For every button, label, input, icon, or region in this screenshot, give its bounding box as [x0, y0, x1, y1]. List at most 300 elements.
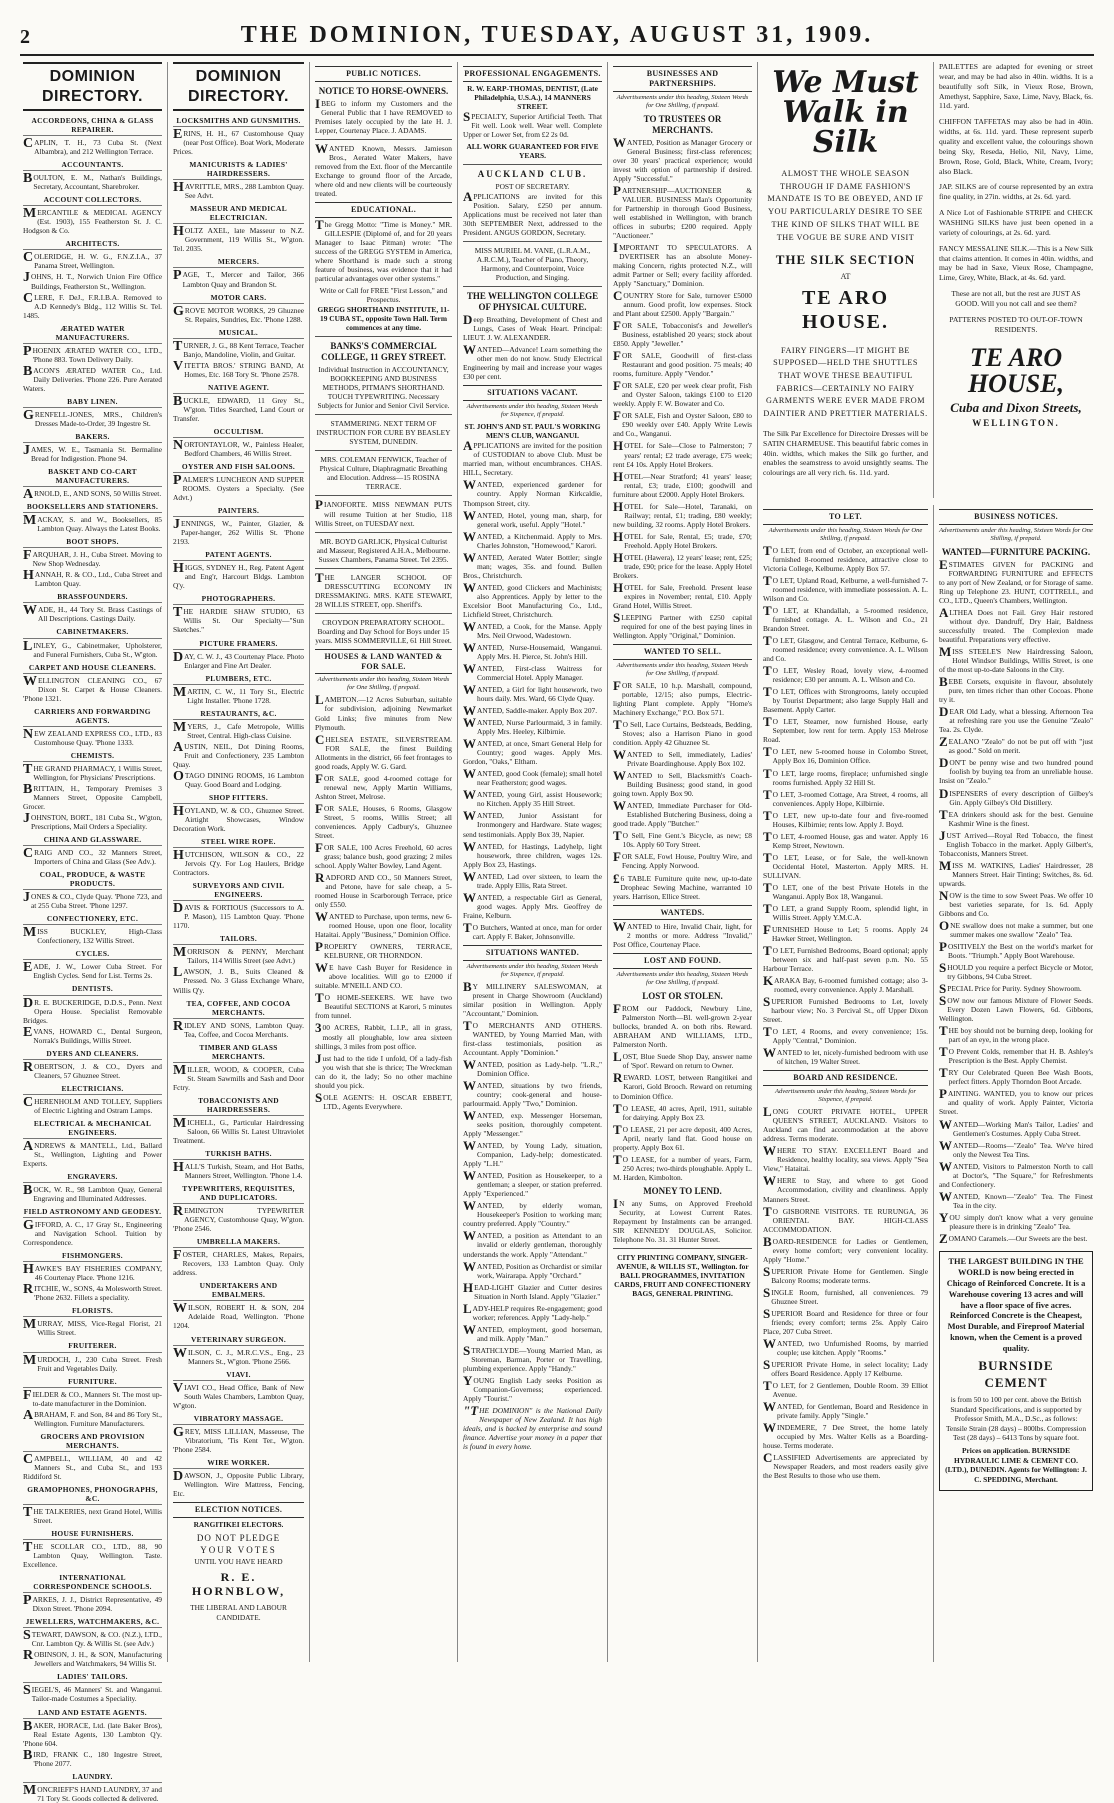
silk-body: CHIFFON TAFFETAS may also be had in 40in. widths, at 6s. 11d. yard. These represent superb quality and excellent value, the colourings shown being Sky, Reseda, Helio, Nil, Navy, Lime, Brown, Rose, Gold, Black, White, Cream, Ivory; also Black. [939, 117, 1093, 176]
classified-ad: WANTED, for Gentleman, Board and Residence in private family. Apply "Single." [763, 1399, 928, 1421]
directory-entry: ANDREWS & MANTELL, Ltd., Ballard St., Wellington, Lighting and Power Experts. [23, 1138, 162, 1168]
directory-category: FRUITERER. [23, 1339, 162, 1352]
classified-ad: WANTED, good Cook (female); small hotel near Featherston; good wages. [463, 766, 602, 788]
directory-category: FURNITURE. [23, 1375, 162, 1388]
banks-body: Individual Instruction in ACCOUNTANCY, BOOKKEEPING AND BUSINESS METHODS, PITMAN'S SHORTHAND. TOUCH TYPEWRITING. Necessary Subjects for Junior and Senior Civil Service. [317, 365, 450, 411]
classified-ad: BEBE Corsets, exquisite in flavour, absolutely pure, ten times richer than other Cocoas. Phone try it. [939, 674, 1093, 705]
directory-entry: MERCANTILE & MEDICAL AGENCY (Est. 1903), 155 Featherston St. J. C. Hodgson & Co. [23, 206, 162, 236]
directory-entry: JONES & CO., Clyde Quay. 'Phone 723, and at 255 Cuba Street. 'Phone 1297. [23, 890, 162, 911]
directory-entry: HOYLAND, W. & CO., Ghuznee Street. Airtight Showcases, Window Decoration Work. [173, 803, 304, 834]
wanted-sell-heading: WANTED TO SELL. [613, 644, 752, 660]
directory-entry: MACKAY, S. and W., Booksellers, 85 Lambton Quay. Always the Latest Books. [23, 513, 162, 534]
classified-ad: FOR SALE, good 4-roomed cottage for renewal new, Apply Martin Williams, Ashton Street, Melrose. [315, 770, 452, 801]
classified-ad: TO Sell, Fine Gent.'s Bicycle, as new; £8 10s. Apply 60 Tory Street. [613, 828, 752, 850]
directory-entry: LAWSON, J. B., Suits Cleaned & Pressed. No. 3 Glass Exchange Whare, Willis Q'y. [173, 965, 304, 995]
classified-ad: LAMBTON.—12 Acres Suburban, suitable for subdivision, adjoining Newmarket Gold Links; five minutes from New Plymouth. [315, 692, 452, 732]
classified-ad: SUPERIOR Private Home for Gentlemen. Single Balcony Rooms; moderate terms. [763, 1263, 928, 1285]
directory-category: LADIES' TAILORS. [23, 1670, 162, 1683]
directory-entry: CAMPBELL, WILLIAM, 40 and 42 Manners St., and Cuba St., and 193 Riddiford St. [23, 1451, 162, 1481]
directory-entry: HANNAH, R. & CO., Ltd., Cuba Street and Lambton Quay. [23, 568, 162, 589]
lost-sub: Advertisements under this heading, Sixteen Words for One Shilling, if prepaid. [616, 971, 749, 987]
vane-ad: MISS MURIEL M. VANE, (L.R.A.M., A.R.C.M.), Teacher of Piano, Theory, Harmony, and Counterpoint, Voice Production, and Singing. [474, 246, 591, 283]
classified-ad: TO LET, Upland Road, Kelburne, a well-furnished 7-roomed residence, with immediate possession. A. L. Wilson and Co. [763, 572, 928, 603]
directory-category: MUSICAL. [173, 326, 304, 339]
classified-ad: LONG COURT PRIVATE HOTEL, UPPER QUEEN'S STREET, AUCKLAND. Visitors to Auckland can find accommodation at the above address. Terms moderate. [763, 1104, 928, 1144]
directory-category: TAILORS. [173, 932, 304, 945]
classified-ad: WANTED, a respectable Girl as General, good wages. Apply Mrs. Geoffrey de Fraine, Kelburn. [463, 889, 602, 920]
classified-ad: WANTED, Nurse-Housemaid, Wanganui. Apply Mrs. H. Pierce, St. John's Hill. [463, 639, 602, 661]
horse-notice-title: NOTICE TO HORSE-OWNERS. [318, 85, 449, 96]
lease-list [613, 1100, 752, 1182]
classified-ad: HOTEL for Sale—Hotel, Taranaki, on Railway; rental, £1; trading, £80 weekly; new building, 32 rooms. Apply Hotel Brokers. [613, 498, 752, 529]
classified-ad: TO LET, new 5-roomed house in Colombo Street, Apply Box 16, Dominion Office. [763, 744, 928, 766]
directory-entry: LINLEY, G., Cabinetmaker, Upholsterer, and Funeral Furnishers, Cuba St., W'gton. [23, 638, 162, 659]
sell-list [613, 677, 752, 901]
classified-ad: WANTED, a Girl for light housework, two hours daily. Mrs. Ward, 66 Clyde Quay. [463, 682, 602, 704]
classified-ad: SHOULD you require a perfect Bicycle or Motor, try Gibbons, 94 Cuba Street. [939, 960, 1093, 982]
classified-ad: WANTED, Junior Assistant for Ironmongery and Hardware. State wages; send testimonials. Apply Box 39, Napier. [463, 808, 602, 839]
classified-ad: WHERE to Stay, and where to get Good Accommodation, civility and cleanliness. Apply Manners Street. [763, 1173, 928, 1204]
directory-category: MERCERS. [173, 255, 304, 268]
classified-ad: TO LET, 4-roomed House, gas and water. Apply 16 Kemp Street, Newtown. [763, 828, 928, 850]
directory-category: CHEMISTS. [23, 749, 162, 762]
silk-ad-column-2 [934, 62, 1098, 498]
directory-entry: MURDOCH, J., 230 Cuba Street. Fresh Fruit and Vegetables Daily. [23, 1352, 162, 1373]
situations-sub: Advertisements under this heading, Sixteen Words for Sixpence, if prepaid. [466, 403, 599, 419]
classified-ad: IMPORTANT TO SPECULATORS. A DVERTISER has an absolute Money-making Concern, rights protected N.Z., will admit Partner or Sell; every facility afforded. Apply "Sanctuary," Dominion. [613, 239, 752, 288]
election-line: CANDIDATE. [216, 1613, 261, 1622]
professional-heading: PROFESSIONAL ENGAGEMENTS. [463, 66, 602, 82]
classified-ad: TO LET, new up-to-date four and five-roomed Houses, Kilbirnie; rents low. Apply J. Boyd. [763, 807, 928, 829]
silk-store: TE ARO HOUSE. [801, 286, 890, 334]
classified-ad: WANTED, Position as Orchardist or similar work, Wairarapa. Apply "Orchard." [463, 1258, 602, 1280]
wanted-advance: WANTED—Advance! Learn something the other men do not know. Study Electrical Engineering by mail and increase your wages £30 per cent. [463, 342, 602, 382]
classified-ad: FOR SALE, Fish and Oyster Saloon, £80 to £90 weekly over £40. Apply Write Lewis and Co., Wanganui. [613, 408, 752, 439]
board-list [763, 1104, 928, 1481]
directory-category: BOOKSELLERS AND STATIONERS. [23, 500, 162, 513]
directory-category: INTERNATIONAL CORRESPONDENCE SCHOOLS. [23, 1571, 162, 1593]
election-line: UNTIL YOU HAVE HEARD [194, 1556, 283, 1566]
directory-entry: DR. E. BUCKERIDGE, D.D.S., Penn. Next Opera House. Specialist Removable Bridges. [23, 995, 162, 1025]
classified-ad: SLEEPING Partner with £250 capital required for one of the best paying lines in Wellington. Apply "Original," Dominion. [613, 610, 752, 641]
directory-entry: THE HARDIE SHAW STUDIO, 63 Willis St. Our Specialty—"Sun Sketches." [173, 605, 304, 635]
college-body: Deep Breathing, Development of Chest and Lungs, Cases of Weak Heart. Principal: LIEUT. J. W. ALEXANDER. [463, 312, 602, 343]
classified-ad: WANTED, Hotel, young man, sharp, for general work, useful. Apply "Hotel." [463, 507, 602, 529]
classified-ad: PAINTING. WANTED, you to know our prices and quality of work. Apply Painter, Victoria Street. [939, 1086, 1093, 1117]
directory-category: GRAMOPHONES, PHONOGRAPHS, &C. [23, 1483, 162, 1505]
board-sub: Advertisements under this heading, Sixteen Words for Sixpence, if prepaid. [774, 1088, 917, 1104]
classified-ad: TO LET, Lease, or for Sale, the well-known Occidental Hotel, Masterton. Apply MRS. H. SULLIVAN. [763, 849, 928, 880]
directory-category: MOTOR CARS. [173, 291, 304, 304]
masthead [20, 22, 1094, 56]
directory-entry: BOCK, W. R., 98 Lambton Quay, General Engraving and Illuminated Addresses. [23, 1183, 162, 1204]
dressmaking-ad: THE LANGER SCHOOL OF DRESSCUTTING ECONOMY IN DRESSMAKING. MRS. KATE STEWART, 28 WILLIS STREET, opp. Sheriff's. [315, 569, 452, 609]
classified-ad: ONE swallow does not make a summer, but one summer makes one swallow "Zealo" Tea. [939, 917, 1093, 939]
money-heading: MONEY TO LEND. [643, 1185, 722, 1196]
directory-entry: FOSTER, CHARLES, Makes, Repairs, Recovers, 133 Lambton Quay. Only address. [173, 1248, 304, 1278]
directory-category: HOUSE FURNISHERS. [23, 1527, 162, 1540]
directory-entry: THE SCOLLAR CO., LTD., 88, 90 Lambton Quay, Wellington. Taste. Excellence. [23, 1540, 162, 1570]
classified-ad: CLASSIFIED Advertisements are appreciated by Newspaper Readers, and most readers easily give the Best Results to those who use them. [763, 1450, 928, 1481]
directory-entry: CHERENHOLM AND TOLLEY, Suppliers of Electric Lighting and Ostram Lamps. [23, 1094, 162, 1115]
business-sub: Advertisements under this heading, Sixteen Words for One Shilling, if prepaid. [616, 93, 749, 109]
classified-ad: WANTED, Position as Manager Grocery or General Business; first-class references; over 30 years' practical experience; would invest with option of partnership if desired. Apply "Successful." [613, 134, 752, 183]
directory-entry: PARKES, J. J., District Representative, 49 Dixon Street. 'Phone 2094. [23, 1593, 162, 1614]
directory-category: RESTAURANTS, &C. [173, 707, 304, 720]
directory-entry: THE TALKERIES, next Grand Hotel, Willis Street. [23, 1504, 162, 1525]
houses-sub: Advertisements under this heading, Sixteen Words for One Shilling, if prepaid. [317, 676, 450, 692]
directory-entry: PAGE, T., Mercer and Tailor, 366 Lambton Quay and Brandon St. [173, 268, 304, 289]
directory-entry: ABRAHAM, F. and Son, 84 and 86 Tory St., Wellington. Furniture Manufacturers. [23, 1407, 162, 1428]
directory-category: TYPEWRITERS, REQUISITES, AND DUPLICATORS. [173, 1182, 304, 1204]
classified-ad: SUPERIOR Private Home, in select locality; Lady offers Board Residence. Apply 17 Kelburne. [763, 1357, 928, 1379]
directory-entry: RIDLEY AND SONS, Lambton Quay. Tea, Coffee, and Cocoa Merchants. [173, 1018, 304, 1039]
money-ad: IN any Sums, on Approved Freehold Security, at Lowest Current Rates. Repayment by Instalments can be arranged. SIR KENNEDY DOUGLAS, Solicitor. Telephone No. 31. 31 Hunter Street. [613, 1195, 752, 1244]
classified-ad: WANTED, young Girl, assist Housework; no Kitchen. Apply 35 Hill Street. [463, 787, 602, 809]
directory-category: ELECTRICAL & MECHANICAL ENGINEERS. [23, 1117, 162, 1139]
directory-category: UMBRELLA MAKERS. [173, 1235, 304, 1248]
classified-ad: MISS M. WATKINS, Ladies' Hairdresser, 28 Manners Street. Hair Tinting; Switches, 8s. 6d. upwards. [939, 857, 1093, 888]
directory-category: TIMBER AND GLASS MERCHANTS. [173, 1041, 304, 1063]
classified-ad: TEA drinkers should ask for the best. Genuine Kashmir Wine is the finest. [939, 806, 1093, 828]
classified-ad: TO LET, 3-roomed Cottage, Ara Street, 4 rooms, all conveniences. Apply Hope, Kilbirnie. [763, 786, 928, 808]
directory-entry: CRAIG AND CO., 32 Manners Street, Importers of China and Glass (See Adv.). [23, 846, 162, 867]
directory-list [173, 114, 304, 1498]
classified-ad: WINDEMERE, 7 Dee Street, the home lately occupied by Mrs. Walter Kells as a Boarding-house. Terms moderate. [763, 1420, 928, 1451]
classified-ad: WANTED, position as Lady-help. "L.R.," Dominion Office. [463, 1056, 602, 1078]
silk-text-2: FAIRY FINGERS—IT MIGHT BE SUPPOSED—HELD THE SHUTTLES THAT WOVE THESE BEAUTIFUL FABRICS—CERTAINLY NO FAIRY GARMENTS WERE EVER MADE FROM DAINTIER AND PRETTIER MATERIALS. [763, 345, 928, 419]
college-title: THE WELLINGTON COLLEGE OF PHYSICAL CULTURE. [466, 291, 599, 313]
banks-college: BANKS'S COMMERCIAL COLLEGE, 11 GREY STREET. [321, 341, 446, 363]
st-johns-body: APPLICATIONS are invited for the position of CUSTODIAN to above Club. Must be married man, without encumbrances. CHAS. HILL, Secretary. [463, 438, 602, 478]
situations-wanted-heading: SITUATIONS WANTED. [463, 945, 602, 961]
classified-ad: WANTED, Lad over sixteen, to learn the trade. Apply Ellis, Rata Street. [463, 868, 602, 890]
directory-category: ACCORDEONS, CHINA & GLASS REPAIRER. [23, 114, 162, 136]
classified-ad: £6 TABLE Furniture quite new, up-to-date Dropheac Sewing Machine, warranted 10 years. Harrison, Ellice Street. [613, 870, 752, 901]
directory-entry: COLERIDGE, H. W. G., F.N.Z.I.A., 37 Panama Street, Wellington. [23, 250, 162, 271]
silk-section: THE SILK SECTION [775, 252, 916, 268]
directory-entry: SIEGEL'S, 46 Manners' St. and Wanganui. Tailor-made Costumes a Speciality. [23, 1683, 162, 1704]
candidate-name: R. E. HORNBLOW, [191, 1569, 286, 1599]
newspaper-title: THE DOMINION, TUESDAY, AUGUST 31, 1909. [240, 22, 874, 48]
directory-category: ACCOUNTANTS. [23, 158, 162, 171]
directory-entry: WILSON, ROBERT H. & SON, 204 Adelaide Road, Wellington. 'Phone 1204. [173, 1301, 304, 1331]
classified-ad: COUNTRY Store for Sale, turnover £5000 annum. Good profit, low expenses. Stock and Plant about £2500. Apply "Bargain." [613, 288, 752, 319]
situations-list [463, 477, 602, 941]
club-body: APPLICATIONS are invited for this Position. Salary, £250 per annum. Applications must be received not later than 30th SEPTEMBER Next, addressed to the President. ANGUS GORDON, Secretary. [463, 189, 602, 238]
directory-entry: OTAGO DINING ROOMS, 16 Lambton Quay. Good Board and Lodging. [173, 768, 304, 789]
cement-body: is from 50 to 100 per cent. above the British Standard Specifications, and is supported by Professor Smith, M.A., D.Sc., as follows: Tensile Strain (28 days) – 800lbs. Compression Test (28 days) – 6413 Tons by square foot. [945, 1394, 1087, 1443]
directory-category: LAND AND ESTATE AGENTS. [23, 1706, 162, 1719]
classified-ad: HOTEL (Hawera), 12 years' lease; rent, £25; trade, £90; price for the lease. Apply Hotel Brokers. [613, 549, 752, 580]
cement-heading: THE LARGEST BUILDING IN THE WORLD is now being erected in Chicago of Reinforced Concrete. It is a Warehouse covering 13 acres and will have a floor space of five acres. Reinforced Concrete is the Cheapest, Most Durable, and Fireproof Material known, when the Cement is a proved quality. [946, 1256, 1086, 1354]
directory-category: LOCKSMITHS AND GUNSMITHS. [173, 114, 304, 127]
directory-category: ENGRAVERS. [23, 1170, 162, 1183]
silk-body: PATTERNS POSTED TO OUT-OF-TOWN RESIDENTS. [949, 314, 1083, 334]
notice-text: IBEG to inform my Customers and the General Public that I have REMOVED to Premises lately occupied by the late H. J. Lepper, Courtenay Place. J. ADAMS. [315, 95, 452, 135]
classified-ad: WANTED, experienced gardener for country. Apply Norman Kirkcaldie, Thompson Street, city. [463, 477, 602, 508]
te-aro-house-big: TE ARO HOUSE, [967, 342, 1065, 398]
directory-entry: FIELDER & CO., Manners St. The most up-to-date manufacturer in the Dominion. [23, 1387, 162, 1408]
wanted-sell-sub: Advertisements under this heading, Sixteen Words for One Shilling, if prepaid. [616, 661, 749, 677]
election-line: THE LIBERAL AND LABOUR [190, 1602, 287, 1612]
classified-ad: TO Prevent Colds, remember that H. B. Ashley's Prescription is the Best. Apply Chemist. [939, 1044, 1093, 1066]
directory-category: JEWELLERS, WATCHMAKERS, &C. [23, 1615, 162, 1628]
classified-ad: TO HOME-SEEKERS. WE have two Beautiful SECTIONS at Karori, 5 minutes from tunnel. [315, 990, 452, 1021]
directory-category: ELECTRICIANS. [23, 1082, 162, 1095]
directory-entry: MYERS, J., Cafe Metropole, Willis Street, Central. High-class Cuisine. [173, 719, 304, 740]
directory-entry: BOULTON, E. M., Nathan's Buildings, Secretary, Accountant, Sharebroker. [23, 171, 162, 192]
dentist-guarantee: ALL WORK GUARANTEED FOR FIVE YEARS. [466, 141, 599, 160]
classified-ad: TO LEASE, 40 acres, April, 1911, suitable for dairying. Apply Box 23. [613, 1100, 752, 1122]
directory-entry: DAY, C. W. J., 43 Courtenay Place. Photo Enlarger and Fine Art Dealer. [173, 649, 304, 670]
classified-ad: PROPERTY OWNERS, TERRACE, KELBURNE, OR THORNDON. [315, 939, 452, 961]
directory-category: COAL, PRODUCE, & WASTE PRODUCTS. [23, 868, 162, 890]
directory-entry: WELLINGTON CLEANING CO., 67 Dixon St. Carpet & House Cleaners. 'Phone 1321. [23, 673, 162, 703]
te-aro-house-streets: Cuba and Dixon Streets, [950, 399, 1082, 415]
silk-body: A Nice Lot of Fashionable STRIPE and CHECK WASHING SILKS have just been opened in a variety of colourings, at 2s. 6d. yard. [939, 208, 1093, 237]
to-let-sub: Advertisements under this heading, Sixteen Words for One Shilling, if prepaid. [768, 526, 923, 542]
directory-category: CABINETMAKERS. [23, 625, 162, 638]
classified-ad: TO LET, 4 Rooms, and every convenience; 15s. Apply "Central," Dominion. [763, 1024, 928, 1046]
silk-body: PAILETTES are adapted for evening or street wear, and may be had also in 40in. widths. It is a beautifully soft Silk, in Vieux Rose, Brown, Amethyst, Sapphire, Saxe, Lime, Navy, Black, 6s. 11d. yard. [939, 62, 1093, 111]
dentist-body: SPECIALTY, Superior Artificial Teeth. That Fit well. Look well. Wear well. Complete Upper or Lower Set, from £2 2s 0d. [463, 108, 602, 139]
classified-ad: SOLE AGENTS: H. OSCAR EBBETT, LTD., Agents Everywhere. [315, 1089, 452, 1111]
garlick-ad: MR. BOYD GARLICK, Physical Culturist and Masseur, Registered A.H.A., Melbourne. Sussex Chambers, Panama Street. Tel 2395. [316, 536, 451, 564]
directory-entry: EVANS, HOWARD C., Dental Surgeon, Norrak's Buildings, Willis Street. [23, 1024, 162, 1045]
directory-heading: DOMINION DIRECTORY. [23, 62, 162, 111]
to-let-column [758, 505, 934, 1662]
directory-entry: NORTONTAYLOR, W., Painless Healer, Bedford Chambers, 46 Willis Street. [173, 437, 304, 458]
cement-foot: Prices on application. BURNSIDE HYDRAULIC LIME & CEMENT CO. (LTD.), DUNEDIN. Agents for Wellington: J. C. SPEDDING, Merchant. [945, 1446, 1087, 1484]
election-heading: ELECTION NOTICES. [173, 1502, 304, 1518]
directory-category: DENTISTS. [23, 982, 162, 995]
printing-ad: CITY PRINTING COMPANY, SINGER-AVENUE, & WILLIS ST., Wellington. for BALL PROGRAMMES, INVITATION CARDS, FRUIT AND CONFECTIONERY BAGS, GENERAL PRINTING. [614, 1252, 751, 1299]
classified-ad: POSITIVELY the Best on the world's market for Boots. "Triumph." Apply Boot Warehouse. [939, 938, 1093, 960]
directory-entry: HALL'S Turkish, Steam, and Hot Baths, Manners Street, Wellington. 'Phone 1.4. [173, 1160, 304, 1181]
directory-entry: RITCHIE, W., SONS, 4a Molesworth Street. 'Phone 2632. Fillets a speciality. [23, 1282, 162, 1303]
gregg-write: Write or Call for FREE "First Lesson," and Prospectus. [319, 286, 448, 305]
classified-ad: 300 ACRES, Rabbit, L.I.P., all in grass, mostly all ploughable, low area sixteen shillings, 3 miles from post office. [315, 1020, 452, 1051]
directory-entry: MONCRIEFF'S HAND LAUNDRY, 37 and 71 Tory St. Goods collected & delivered. [23, 1782, 162, 1803]
directory-entry: DAVIS & FORTIOUS (Successors to A. P. Mason), 115 Lambton Quay. 'Phone 1170. [173, 901, 304, 931]
directory-column-2 [168, 62, 310, 1662]
directory-category: BOOT SHOPS. [23, 535, 162, 548]
fenwick-ad: MRS. COLEMAN FENWICK, Teacher of Physical Culture, Diaphragmatic Breathing and Elocution. Address—15 ROSINA TERRACE. [319, 455, 448, 492]
silk-at: AT [840, 272, 851, 282]
directory-category: PLUMBERS, ETC. [173, 672, 304, 685]
directory-category: ÆRATED WATER MANUFACTURERS. [23, 322, 162, 344]
directory-entry: CLERE, F. DeJ., F.R.I.B.A. Removed to A.D Kennedy's Bldg., 112 Willis St. Tel. 1485. [23, 290, 162, 320]
classified-ad: DEAR Old Lady, what a blessing. Afternoon Tea at refreshing rare you use the Genuine "Zealo" Tea. 2s. Clyde. [939, 704, 1093, 735]
classified-ad: WANTED, Position as Housekeeper, to a gentleman; a sleeper, or station preferred. Apply "Experienced." [463, 1168, 602, 1199]
directory-entry: ERINS, H. H., 67 Customhouse Quay (near Post Office). Boat Work, Moderate Prices. [173, 127, 304, 157]
classified-ad: SOW now our famous Mixture of Flower Seeds. Every Dozen Lawn Flowers, 6d. Gibbons, Wellington. [939, 993, 1093, 1024]
directory-category: STEEL WIRE ROPE. [173, 835, 304, 848]
classified-ad: WANTED to Sell, Blacksmith's Coach-Building Business; good stand, in good going town. Apply Box 90. [613, 768, 752, 799]
notice-text: WANTED Known, Messrs. Jamieson Bros., Aerated Water Makers, have removed from the Ext. floor of the Mercantile Exchange to ground floor of the Arcade, where old and new clients will be courteously treated. [315, 140, 452, 198]
directory-category: CARPET AND HOUSE CLEANERS. [23, 661, 162, 674]
to-let-list [763, 542, 928, 1067]
professional-column [458, 62, 608, 1662]
directory-entry: ROBINSON, J. H., & SON, Manufacturing Jewellers and Watchmakers, 94 Willis St. [23, 1648, 162, 1669]
wanteds-ad: WANTED to Hire, Invalid Chair, light, for 2 months or more. Address "Invalid," Post Office, Courtenay Place. [613, 919, 752, 950]
election-line: DO NOT PLEDGE [196, 1532, 281, 1543]
classified-ad: SUPERIOR Furnished Bedrooms to Let, lovely harbour view; No. 3 Percival St., off Upper Dixon Street. [763, 994, 928, 1025]
gregg-institute: GREGG SHORTHAND INSTITUTE, 11-19 CUBA ST., opposite Town Hall. Term commences at any time. [317, 305, 450, 333]
classified-ad: TO LET, a grand Supply Room, splendid light, in Willis Street. Apply Y.M.C.A. [763, 900, 928, 922]
business-list [613, 134, 752, 641]
classified-ad: BY MILLINERY SALESWOMAN, at present in Charge Showroom (Auckland) similar position in Wellington. Apply "Accountant," Dominion. [463, 978, 602, 1018]
classified-ad: WANTED, First-class Waitress for Commercial Hotel. Apply Manager. [463, 661, 602, 683]
directory-category: LAUNDRY. [23, 1770, 162, 1783]
situations-wanted-list [463, 978, 602, 1403]
directory-entry: HAWKE'S BAY FISHERIES COMPANY, 46 Courtenay Place. 'Phone 1216. [23, 1262, 162, 1283]
packing-heading: WANTED—FURNITURE PACKING. [941, 546, 1091, 557]
directory-entry: MISS BUCKLEY, High-Class Confectionery, 132 Willis Street. [23, 925, 162, 946]
directory-category: OYSTER AND FISH SALOONS. [173, 460, 304, 473]
classified-ad: WANTED, Immediate Purchaser for Old-Established Butchering Business, doing a good trade. Apply "Butcher." [613, 798, 752, 829]
classified-ad: DON'T be penny wise and two hundred pound foolish by buying tea from an unreliable house. Insist on "Zealo." [939, 755, 1093, 786]
directory-entry: MILLER, WOOD, & COOPER, Cuba St. Steam Sawmills and Sash and Door Fctry. [173, 1062, 304, 1092]
directory-heading: DOMINION DIRECTORY. [173, 62, 304, 111]
classified-ad: YOUNG English Lady seeks Position as Companion-Governess; experienced. Apply "Tourist." [463, 1372, 602, 1403]
directory-category: WIRE WORKER. [173, 1456, 304, 1469]
classified-ad: WANTED, a position as Attendant to an invalid or elderly gentleman, thoroughly understands the work. Apply "Attendant." [463, 1228, 602, 1259]
directory-entry: BAKER, HORACE, Ltd. (late Baker Bros), Real Estate Agents, 130 Lambton Q'y. 'Phone 604. [23, 1718, 162, 1748]
classified-ad: WANTED to Purchase, upon terms, new 6-roomed House, upon one floor, locality Hataitai. Apply "Business," Dominion Office. [315, 909, 452, 940]
directory-entry: TURNER, J. G., 88 Kent Terrace, Teacher Banjo, Mandoline, Violin, and Guitar. [173, 338, 304, 359]
silk-body: The Silk Par Excellence for Directoire Dresses will be SATIN CHARMEUSE. This beautiful fabric comes in 40in. widths, which makes the Silk go further, and enables the seamstress to avoid unsightly seams. The colourings are all very rich. 6s. 11d. yard. [763, 428, 929, 478]
directory-category: ACCOUNT COLLECTORS. [23, 193, 162, 206]
silk-body: JAP. SILKS are of course represented by an extra fine quality, in 27in. widths, at 2s. 6d. yard. [939, 182, 1093, 202]
public-notices-heading: PUBLIC NOTICES. [315, 66, 452, 82]
club-title: AUCKLAND CLUB. [477, 169, 588, 179]
directory-entry: GIFFORD, A. C., 17 Gray St., Engineering and Navigation School. Tuition by Correspondence. [23, 1218, 162, 1248]
classified-ad: FOR SALE, Fowl House, Poultry Wire, and Fencing. Apply Norwood. [613, 849, 752, 871]
classified-ad: CHELSEA ESTATE, SILVERSTREAM. FOR SALE, the finest Building Allotments in the district, 66 feet frontages to good roads, Apply W. G. Gard. [315, 731, 452, 771]
classified-ad: TO LET, Steamer, now furnished House, early September, low rent for term. Apply 153 Melrose Road. [763, 714, 928, 745]
classified-ad: WANTED, Aerated Water Bottler; single man; wages, 35s. and found. Bullen Bros., Christchurch. [463, 549, 602, 580]
classified-ad: TO GISBORNE VISITORS. TE RURUNGA, 36 ORIENTAL BAY. HIGH-CLASS ACCOMMODATION. [763, 1203, 928, 1234]
election-line: YOUR VOTES [200, 1544, 277, 1555]
classified-ad: WANTED, Visitors to Palmerston North to call at Doctor's, "The Square," for Refreshments and Confectionery. [939, 1158, 1093, 1189]
classified-ad: WANTED, a Kitchenmaid. Apply to Mrs. Charles Johnston, "Homewood," Karori. [463, 528, 602, 550]
classified-ad: DISPENSERS of every description of Gilbey's Gin. Apply Gilbey's Old Distillery. [939, 785, 1093, 807]
directory-entry: BACON'S ÆRATED WATER Co., Ltd. Daily Deliveries. 'Phone 226. Pure Aerated Waters. [23, 363, 162, 393]
directory-entry: BIRD, FRANK C., 180 Ingestre Street, 'Phone 2077. [23, 1747, 162, 1768]
classified-ad: WHERE TO STAY. EXCELLENT Board and Residence, healthy locality, sea views. Apply "Sea View," Hataitai. [763, 1143, 928, 1174]
classified-ad: FOR SALE, £20 per week clear profit, Fish and Oyster Saloon, takings £100 to £120 weekly. Apply F. W. Bowater and Co. [613, 378, 752, 409]
classified-ad: TO MERCHANTS AND OTHERS. WANTED, by Young Married Man, with first-class testimonials, position as Accountant. Apply "Dominion." [463, 1017, 602, 1057]
classified-ad: TO LET, Offices with Strongrooms, lately occupied by Tourist Department; also large Supply Hall and Basement. Apply Carter. [763, 684, 928, 715]
classified-ad: FOR SALE, Houses, 6 Rooms, Glasgow Street, 5 rooms, Willis Street; all conveniences. Apply Cadbury's, Ghuznee Street. [315, 800, 452, 840]
directory-entry: REMINGTON TYPEWRITER AGENCY, Customhouse Quay, W'gton. 'Phone 2546. [173, 1204, 304, 1234]
directory-entry: HAVRITTLE, MRS., 288 Lambton Quay. See Advt. [173, 180, 304, 201]
directory-category: CHINA AND GLASSWARE. [23, 833, 162, 846]
directory-entry: GROVE MOTOR WORKS, 29 Ghuznee St. Repairs, Sundries, Etc. 'Phone 1288. [173, 303, 304, 324]
directory-entry: JENNINGS, W., Painter, Glazier, & Paper-hanger, 262 Willis St. 'Phone 2193. [173, 517, 304, 547]
directory-entry: EADE, J. W., Lower Cuba Street. For English Cycles. Send for List. Terms 2s. [23, 960, 162, 981]
directory-category: MANICURISTS & LADIES' HAIRDRESSERS. [173, 158, 304, 180]
cement-brand: BURNSIDE CEMENT [978, 1358, 1054, 1391]
directory-entry: BRITTAIN, H., Temporary Premises 3 Manners Street, Opposite Campbell, Grocer. [23, 781, 162, 811]
directory-entry: PHOENIX ÆRATED WATER CO., LTD., 'Phone 883. Town Delivery Daily. [23, 343, 162, 364]
classified-ad: FROM our Paddock, Newbury Line, Palmerston North—Bl. well-grown 2-year bullocks, branded A. on both ribs. Reward. ABRAHAM AND WILLIAMS, LTD., Palmerston North. [613, 1001, 752, 1050]
directory-entry: GRENFELL-JONES, MRS., Children's Dresses Made-to-Order, 39 Ingestre St. [23, 407, 162, 428]
directory-entry: CAPLIN, T. H., 73 Cuba St. (Next Albambra), and 212 Wellington Terrace. [23, 136, 162, 157]
directory-category: SURVEYORS AND CIVIL ENGINEERS. [173, 879, 304, 901]
classified-ad: WANTED, for Hastings, Ladyhelp, light housework, three children, wages 12s. Apply Box 23, Hastings. [463, 838, 602, 869]
packing-ad: ESTIMATES GIVEN for PACKING and FORWARDING FURNITURE and EFFECTS to any port of New Zealand, or for Storage of same. Ring up Telephone 23. HUNT, COTTRELL, and CO., LTD., Queen's Chambers, Wellington. [939, 556, 1093, 605]
classified-ad: SUPERIOR Board and Residence for three or four friends; every comfort; terms 25s. Apply Cairo Place, 207 Cuba Street. [763, 1305, 928, 1336]
trustees-title: TO TRUSTEES OR MERCHANTS. [643, 113, 722, 135]
classified-ad: WANTED to Sell, immediately, Ladies' Private Boardinghouse. Apply Box 102. [613, 747, 752, 769]
silk-body: FANCY MESSALINE SILK.—This is a New Silk that claims attention. It comes in 40in. widths, and may be had in Saxe, Vieux Rose, Champagne, Lime, Grey, White, Black, at 4s. 6d. yard. [939, 243, 1093, 283]
directory-entry: MICHELL, G., Particular Hairdressing Saloon, 66 Willis St. Latest Ultraviolet Treatment. [173, 1115, 304, 1145]
classified-ad: LADY-HELP requires Re-engagement; good worker; references. Apply "Lady-help." [463, 1300, 602, 1322]
lost-heading-2: LOST OR STOLEN. [642, 991, 723, 1002]
business-column [608, 62, 758, 1662]
classified-ad: PARTNERSHIP—AUCTIONEER & VALUER. BUSINESS Man's Opportunity for Partnership in thorough Good Business, well established in Wellington, with branch offices in suburbs; £200 required. Apply "Auctioneer." [613, 182, 752, 240]
directory-category: CYCLES. [23, 947, 162, 960]
classified-ad: WANTED, situations by two friends, country; cook-general and house-parlourmaid. Apply "Two," Dominion. [463, 1077, 602, 1109]
directory-category: UNDERTAKERS AND EMBALMERS. [173, 1279, 304, 1301]
directory-entry: STEWART, DAWSON, & CO. (N.Z.), LTD., Cnr. Lambton Qy. & Willis St. (see Adv.) [23, 1628, 162, 1649]
classified-ad: WANTED, Nurse Parlourmaid, 3 in family. Apply Mrs. Heeley, Kilbirnie. [463, 715, 602, 737]
classified-ad: HOTEL for Sale, Rental, £5; trade, £70; Freehold. Apply Hotel Brokers. [613, 528, 752, 550]
business-notices-sub: Advertisements under this heading, Sixteen Words for One Shilling, if prepaid. [939, 526, 1093, 542]
te-aro-house-city: WELLINGTON. [972, 418, 1060, 429]
houses-heading: HOUSES & LAND WANTED & FOR SALE. [315, 649, 452, 675]
classified-ad: STRATHCLYDE—Young Married Man, as Storeman, Barman, Porter or Travelling, plumbing experience. Apply "Handy." [463, 1342, 602, 1373]
classified-ad: ALTHEA Does not Fail. Grey Hair restored without dye. Dandruff, Dry Hair, Baldness successfully treated. The Complexion made beautiful. Preparations very effective. [939, 604, 1093, 645]
classified-ad: TO LET, at Khandallah, a 5-roomed residence, furnished cottage. A. L. Wilson and Co., 21 Brandon Street. [763, 603, 928, 634]
business-notices-column [934, 505, 1098, 1662]
directory-entry: ROBERTSON, J. & CO., Dyers and Cleaners, 57 Ghuznee Street. [23, 1059, 162, 1080]
houses-list [315, 692, 452, 1111]
directory-category: VIAVI. [173, 1368, 304, 1381]
classified-ad: FURNISHED House to Let; 5 rooms. Apply 24 Hawker Street, Wellington. [763, 921, 928, 943]
directory-category: CARRIERS AND FORWARDING AGENTS. [23, 705, 162, 727]
classified-ad: WANTED, two Unfurnished Rooms, by married couple; use kitchen. Apply "Rooms." [763, 1335, 928, 1357]
directory-category: BABY LINEN. [23, 395, 162, 408]
classified-ad: WANTED, employment, good horseman, and milk. Apply "Man." [463, 1321, 602, 1343]
directory-entry: VITETTA BROS.' STRING BAND, At Homes, Etc. 168 Tory St. 'Phone 2578. [173, 358, 304, 379]
election-sub: RANGITIKEI ELECTORS. [193, 1519, 284, 1529]
classified-ad: TO Butchers, Wanted at once, man for order cart. Apply F. Baker, Johnsonville. [463, 919, 602, 941]
classified-ad: SINGLE Room, furnished, all conveniences. 79 Ghuznee Street. [763, 1284, 928, 1306]
silk-text: ALMOST THE WHOLE SEASON THROUGH IF DAME FASHION'S MANDATE IS TO BE OBEYED, AND IF YOU PARTICULARLY DESIRE TO SEE THE KIND OF SILKS THAT WILL BE THE VOGUE BE SURE AND VISIT [767, 169, 924, 242]
directory-category: DYERS AND CLEANERS. [23, 1047, 162, 1060]
classified-ad: TO LET, large rooms, fireplace; unfurnished single rooms furnished. Apply 32 Hill St. [763, 765, 928, 787]
page-number: 2 [20, 26, 30, 48]
classified-ad: SPECIAL Price for Purity. Sydney Showroom. [939, 981, 1082, 997]
silk-title: We Must Walk in Silk [772, 65, 919, 160]
dominion-note: "THE DOMINION" is the National Daily Newspaper of New Zealand. It has high ideals, and is backed by enterprise and sound finance. Advertise your money in a paper that is found in every home. [463, 1402, 602, 1452]
directory-entry: GREY, MISS LILLIAN, Masseuse, The Vibratorium, 'Tis Kent Ter., W'gton. 'Phone 2584. [173, 1424, 304, 1454]
directory-entry: JOHNSTON, BORT., 181 Cuba St., W'gton, Prescriptions, Mail Orders a Speciality. [23, 811, 162, 832]
silk-ad-column [758, 62, 934, 498]
directory-entry: HUTCHISON, WILSON & CO., 22 Jervois Q'y. For Log Haulers, Bridge Contractors. [173, 848, 304, 878]
directory-category: BAKERS. [23, 430, 162, 443]
classified-ad: TO LET, Wesley Road, lovely view, 4-roomed residence; £30 per annum. A. L. Wilson and Co. [763, 663, 928, 685]
classified-ad: TO LET, one of the best Private Hotels in the Wanganui. Apply Box 18, Wanganui. [763, 879, 928, 901]
stammering-ad: STAMMERING. NEXT TERM OF INSTRUCTION FOR CURE BY BEASLEY SYSTEM, DUNEDIN. [316, 419, 451, 447]
lost-list [613, 1001, 752, 1101]
classified-ad: TO LET, Furnished Bedrooms, Board optional; apply between six and half-past seven p.m. No. 55 Harbour Terrace. [763, 943, 928, 974]
directory-entry: ARNOLD, E., AND SONS, 50 Willis Street. [23, 487, 162, 503]
